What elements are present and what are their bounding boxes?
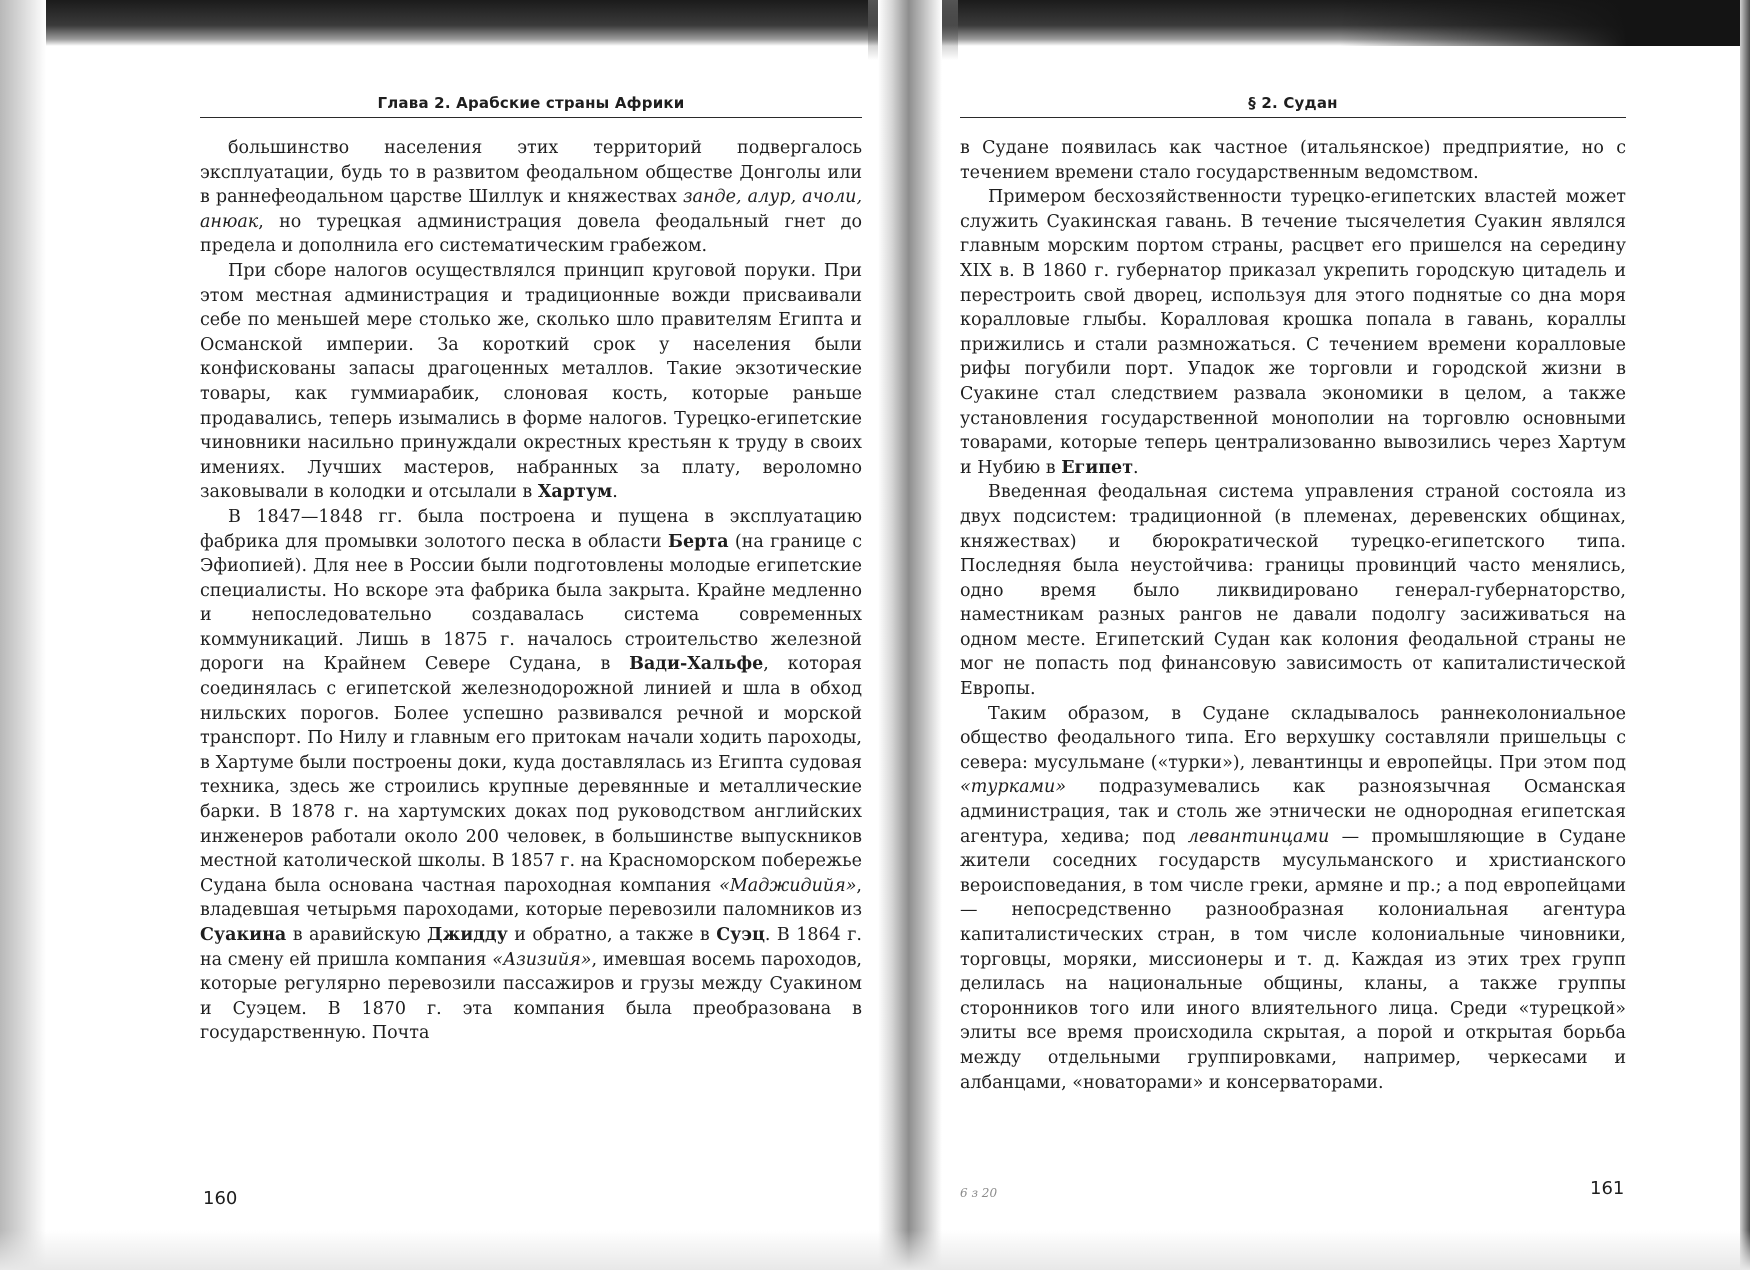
book-spine <box>878 0 942 1270</box>
text-run: Примером бесхозяйственности турецко-египетских властей может служить Суакинская гавань. В течение тысячелетия Суакин являлся главным морским портом страны, расцвет его пришелся на середину XIX в. В 1860 г. губернатор приказал укрепить городскую цитадель и перестроить свой дворец, используя для этого поднятые со дна моря коралловые глыбы. Коралловая крошка попала в гавань, кораллы прижились и стали размножаться. С течением времени коралловые рифы погубили порт. Упадок же торговли и городской жизни в Суакине стал следствием развала экономики в целом, а также установления государственной монополии на торговлю основными товарами, которые теперь централизованно вывозились через Хартум и Нубию в <box>960 187 1626 478</box>
page-number-left: 160 <box>203 1188 238 1209</box>
paragraph <box>960 702 1626 1096</box>
paragraph <box>200 259 862 505</box>
scan-shadow-top-right <box>1340 0 1750 46</box>
text-run: , которая соединялась с египетской железнодорожной линией и шла в обход нильских порогов. Более успешно развивался речной и морской транспорт. По Нилу и главным его притокам начали ходить пароходы, в Хартуме были построены доки, куда доставлялась из Египта судовая техника, здесь же строились крупные деревянные и металлические барки. В 1878 г. на хартумских доках под руководством английских инженеров работали около 200 человек, в большинстве выпускников местной католической школы. В 1857 г. на Красноморском побережье Судана была основана частная пароходная компания <box>200 654 862 896</box>
italic-term: «турками» <box>960 777 1067 798</box>
bold-term: Египет <box>1061 457 1134 478</box>
paragraph <box>960 480 1626 701</box>
text-run: , но турецкая администрация довела феодальный гнет до предела и дополнила его систематическим грабежом. <box>200 211 862 257</box>
page-number-right: 161 <box>1590 1178 1625 1199</box>
italic-term: занде, алур, ачоли, анюак <box>200 187 863 232</box>
right-page-body <box>960 136 1626 1095</box>
right-page <box>960 94 1626 1095</box>
text-run: При сборе налогов осуществлялся принцип круговой поруки. При этом местная администрация и традиционные вожди присваивали себе по меньшей мере столько же, сколько шло правителям Египта и Османской империи. За короткий срок у населения были конфискованы запасы драгоценных металлов. Такие экзотические товары, как гуммиарабик, слоновая кость, которые раньше продавались, теперь изымались в форме налогов. Турецко-египетские чиновники насильно принуждали окрестных крестьян к труду в своих имениях. Лучших мастеров, набранных за плату, вероломно заковывали в колодки и отсылали в <box>200 260 862 503</box>
bold-term: Суэц <box>716 925 765 945</box>
text-run: и обратно, а также в <box>507 925 717 945</box>
scan-shadow-right <box>1740 0 1750 1270</box>
text-run: Таким образом, в Судане складывалось раннеколониальное общество феодального типа. Его верхушку составляли пришельцы с севера: мусульмане («турки»), левантинцы и европейцы. При этом под <box>960 703 1626 773</box>
text-run: В 1847—1848 гг. была построена и пущена в эксплуатацию фабрика для промывки золотого песка в области <box>200 506 862 552</box>
text-run: большинство населения этих территорий подвергалось эксплуатации, будь то в развитом феодальном обществе Донголы или в раннефеодальном царстве Шиллук и княжествах <box>200 138 862 208</box>
italic-term: левантинцами <box>1187 826 1330 847</box>
text-run: , владевшая четырьмя пароходами, которые перевозили паломников из <box>200 875 862 921</box>
left-page <box>200 94 862 1046</box>
scan-shadow-bottom <box>0 1230 1750 1270</box>
text-run: , имевшая восемь пароходов, которые регулярно перевозили пассажиров и грузы между Суакином и Суэцем. В 1870 г. эта компания была преобразована в государственную. Почта <box>200 949 862 1044</box>
text-run: (на границе с Эфиопией). Для нее в России были подготовлены молодые египетские специалисты. Но вскоре эта фабрика была закрыта. Крайне медленно и непоследовательно создавалась система современных коммуникаций. Лишь в 1875 г. началось строительство железной дороги на Крайнем Севере Судана, в <box>200 531 863 675</box>
bold-term: Вади-Хальфе <box>629 654 764 675</box>
bold-term: Берта <box>668 531 729 552</box>
italic-term: «Азизийя» <box>492 949 592 970</box>
text-run: . <box>612 482 618 503</box>
text-run: в Судане появилась как частное (итальянское) предприятие, но с течением времени стало государственным ведомством. <box>960 138 1626 183</box>
print-signature-mark: 6 з 20 <box>960 1186 998 1200</box>
text-run: Введенная феодальная система управления страной состояла из двух подсистем: традиционной (в племенах, деревенских общинах, княжествах) и бюрократической турецко-египетского типа. Последняя была неустойчива: границы провинций часто менялись, одно время было ликвидировано генерал-губернаторство, наместникам разных рангов не давали подолгу засиживаться на одном месте. Египетский Судан как колония феодальной страны не мог не попасть под финансовую зависимость от капиталистической Европы. <box>960 482 1626 700</box>
left-page-body <box>200 136 862 1046</box>
text-run: — промышляющие в Судане жители соседних государств мусульманского и христианского вероисповедания, в том числе греки, армяне и пр.; а под европейцами — непосредственно разнообразная колониальная агентура капиталистических стран, в том числе колониальные чиновники, торговцы, моряки, миссионеры и т. д. Каждая из этих трех групп делилась на национальные общины, кланы, а также группы сторонников того или иного влиятельного лица. Среди «турецкой» элиты все время происходила скрытая, а порой и открытая борьба между отдельными группировками, например, черкесами и албанцами, «новаторами» и консерваторами. <box>960 826 1626 1093</box>
text-run: . В 1864 г. на смену ей пришла компания <box>200 925 862 970</box>
bold-term: Джидду <box>427 925 508 945</box>
italic-term: «Маджидийя» <box>719 875 857 896</box>
bold-term: Хартум <box>537 482 613 503</box>
text-run: подразумевались как разноязычная Османская администрация, так и столь же этнически не однородная египетская агентура, хедива; под <box>960 777 1626 847</box>
text-run: в аравийскую <box>286 925 428 945</box>
running-head-right: § 2. Судан <box>960 94 1626 118</box>
paragraph <box>200 136 862 259</box>
paragraph <box>960 185 1626 480</box>
paragraph <box>960 136 1626 185</box>
text-run: . <box>1133 457 1139 478</box>
paragraph <box>200 505 862 1046</box>
running-head-left: Глава 2. Арабские страны Африки <box>200 94 862 118</box>
bold-term: Суакина <box>200 925 287 945</box>
scan-shadow-left <box>0 0 46 1270</box>
